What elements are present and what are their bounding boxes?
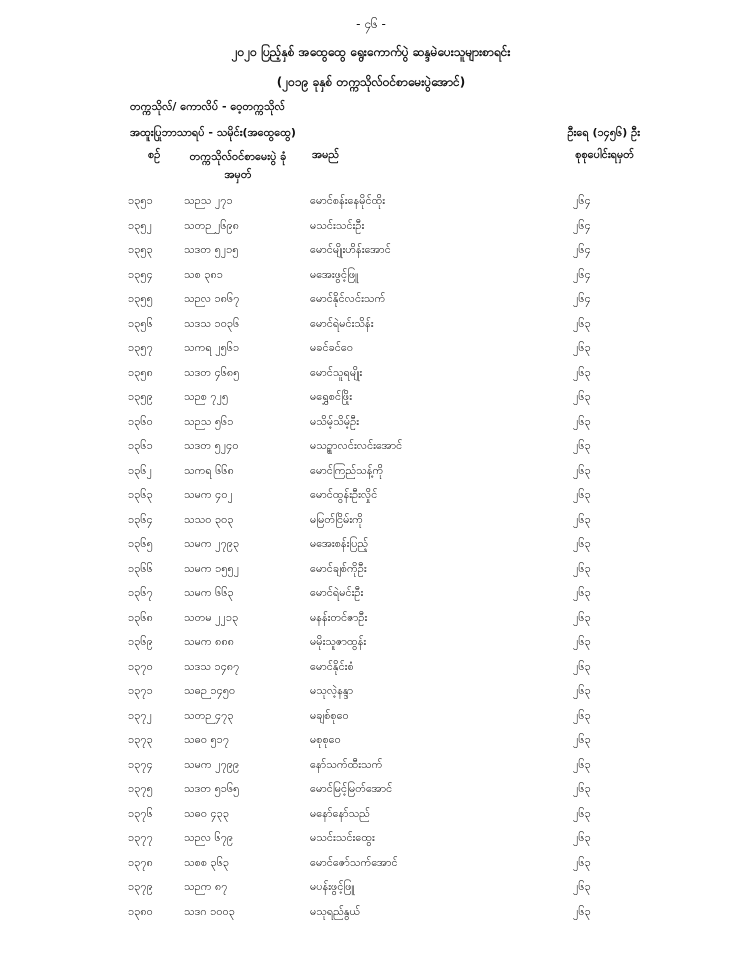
table-row (0, 754, 742, 779)
serial-cell: ၁၃၆၀ (128, 414, 153, 428)
serial-cell: ၁၃၅၈ (128, 365, 153, 379)
name-cell: မပန်းဖွင့်ဖြူ (310, 880, 355, 893)
serial-cell: ၁၃၆၇ (128, 586, 153, 599)
serial-cell: ၁၃၅၉ (128, 390, 153, 403)
serial-cell: ၁၃၆၄ (128, 512, 153, 526)
name-cell: မောင်ရဲမင်းသိန်း (310, 316, 374, 330)
serial-cell: ၁၃၇၆ (128, 806, 153, 820)
table-row (0, 827, 742, 852)
serial-cell: ၁၃၆၆ (128, 561, 153, 575)
score-cell: ၂၆၄ (573, 267, 591, 281)
serial-cell: ၁၃၅၇ (128, 341, 153, 354)
serial-cell: ၁၃၇၉ (128, 880, 153, 893)
score-cell: ၂၆၃ (573, 537, 591, 550)
table-row (0, 362, 742, 387)
table-row (0, 656, 742, 681)
name-cell: မောင်နိုင်လင်းသက် (310, 292, 386, 305)
table-row (0, 876, 742, 901)
serial-cell: ၁၃၅၄ (128, 267, 153, 281)
name-cell: မအေးဖွင့်ဖြူ (310, 267, 359, 281)
roll-number-cell: သကရ ၂၅၆၁ (184, 341, 240, 354)
serial-cell: ၁၃၅၆ (128, 316, 153, 330)
roll-number-cell: သမက ၂၇၉၃ (184, 537, 240, 550)
table-row (0, 582, 742, 607)
roll-number-cell: သသဝ ၃၀၃ (184, 512, 234, 526)
table-row (0, 509, 742, 534)
roll-number-cell: သတဉ ၂၆၉၈ (184, 218, 240, 232)
score-cell: ၂၆၃ (573, 659, 591, 673)
score-cell: ၂၆၄ (573, 292, 591, 305)
score-cell: ၂၆၃ (573, 708, 591, 722)
serial-cell: ၁၃၇၅ (128, 782, 153, 795)
header-name: အမည် (312, 148, 340, 161)
table-row (0, 264, 742, 289)
name-cell: မခင်ခင်ဝေ (310, 341, 354, 354)
score-cell: ၂၆၄ (573, 243, 591, 256)
name-cell: မမြတ်ငြိမ်းကို (310, 512, 363, 526)
score-cell: ၂၆၃ (573, 439, 591, 452)
roll-number-cell: သဉစ ၇၂၅ (184, 390, 229, 403)
score-cell: ၂၆၃ (573, 831, 591, 844)
name-cell: မအေးစန်းပြည့် (310, 537, 369, 550)
header-total-score: စုစုပေါင်းရမှတ် (575, 148, 634, 161)
table-row (0, 852, 742, 877)
roll-number-cell: သဒတ ၅၁၆၅ (184, 782, 240, 795)
roll-number-cell: သဉသ ၂၇၁ (184, 194, 233, 207)
table-row (0, 435, 742, 460)
name-cell: မသဉ္စာလင်းလင်းအောင် (310, 439, 403, 452)
name-cell: မနန်းတင်ဇာဦး (310, 610, 368, 624)
name-cell: မသင်းသင်းဦး (310, 218, 365, 232)
score-cell: ၂၆၃ (573, 414, 591, 428)
serial-cell: ၁၃၆၅ (128, 537, 153, 550)
serial-cell: ၁၃၅၃ (128, 243, 153, 256)
name-cell: မောင်မျိုးဟိန်းအောင် (310, 243, 391, 256)
header-roll-number: တက္ကသိုလ်ဝင်စာမေးပွဲ ခုံအမှတ် (189, 150, 287, 181)
serial-cell: ၁၃၇၇ (128, 831, 153, 844)
name-cell: မောင်သူရမျိုး (310, 365, 363, 379)
score-cell: ၂၆၃ (573, 586, 591, 599)
name-cell: မသင်းသင်းထွေး (310, 831, 375, 844)
roll-number-cell: သတမ ၂၂၁၃ (184, 610, 239, 624)
serial-cell: ၁၃၇၃ (128, 733, 153, 746)
roll-number-cell: သမက ၁၅၅၂ (184, 561, 240, 575)
table-row (0, 411, 742, 436)
score-cell: ၂၆၃ (573, 463, 591, 477)
serial-cell: ၁၃၆၉ (128, 635, 153, 648)
score-cell: ၂၆၃ (573, 880, 591, 893)
table-row (0, 460, 742, 485)
table-row (0, 901, 742, 926)
score-cell: ၂၆၃ (573, 684, 591, 697)
table-row (0, 607, 742, 632)
score-cell: ၂၆၃ (573, 390, 591, 403)
table-row (0, 484, 742, 509)
roll-number-cell: သမက ၈၈၈ (184, 635, 235, 648)
roll-number-cell: သဒတ ၅၂၄၀ (184, 439, 239, 452)
table-row (0, 803, 742, 828)
roll-number-cell: သဓဝ ၅၁၇ (184, 733, 230, 746)
name-cell: မချစ်စုဝေ (310, 708, 349, 722)
serial-cell: ၁၃၇၁ (128, 684, 153, 697)
roll-number-cell: သဒတ ၅၂၁၅ (184, 243, 239, 256)
name-cell: မသုရည်နွယ် (310, 904, 361, 918)
roll-number-cell: သစစ ၃၆၃ (184, 855, 230, 869)
score-cell: ၂၆၃ (573, 757, 591, 771)
serial-cell: ၁၃၆၃ (128, 488, 153, 501)
score-cell: ၂၆၃ (573, 806, 591, 820)
roll-number-cell: သမက ၄၀၂ (184, 488, 233, 501)
serial-cell: ၁၃၅၅ (128, 292, 153, 305)
roll-number-cell: သဉသ ၅၆၁ (184, 414, 234, 428)
table-row (0, 386, 742, 411)
score-cell: ၂၆၃ (573, 316, 591, 330)
roll-number-cell: သဒသ ၁၄၈၇ (184, 659, 240, 673)
serial-cell: ၁၃၅၂ (128, 218, 152, 232)
major-line: အထူးပြုဘာသာရပ် - သမိုင်း(အထွေထွေ) (130, 126, 296, 139)
serial-cell: ၁၃၇၂ (128, 708, 152, 722)
serial-cell: ၁၃၆၁ (128, 439, 153, 452)
header-serial: စဉ် (148, 148, 161, 161)
name-cell: မောင်ချစ်ကိုဦး (310, 561, 367, 575)
name-cell: မောင်ကြည်သန့်ကို (310, 463, 384, 477)
table-row (0, 190, 742, 215)
name-cell: မောင်စန်းနေမိုင်ထိုး (310, 194, 386, 207)
serial-cell: ၁၃၇၈ (128, 855, 153, 869)
table-row (0, 631, 742, 656)
name-cell: မရွှေစင်ဖြိုး (310, 390, 353, 403)
name-cell: မစုစုဝေ (310, 733, 341, 746)
university-line: တက္ကသိုလ်/ ကောလိပ် - ဝေ့တက္ကသိုလ် (130, 100, 285, 113)
table-row (0, 778, 742, 803)
table-row (0, 288, 742, 313)
roll-number-cell: သဉလ ၁၈၆၇ (184, 292, 240, 305)
roll-number-cell: သစ ၃၈၁ (184, 267, 223, 281)
table-row (0, 680, 742, 705)
name-cell: မောင်မြင့်မြတ်အောင် (310, 782, 393, 795)
roll-number-cell: သမက ၆၆၃ (184, 586, 234, 599)
name-cell: မောင်ဇော်သက်အောင် (310, 855, 398, 869)
name-cell: မသိမ့်သိမ့်ဦး (310, 414, 360, 428)
roll-number-cell: သမက ၂၇၉၉ (184, 757, 240, 771)
page-number: - ၄၆ - (356, 17, 386, 31)
score-cell: ၂၆၄ (573, 194, 591, 207)
serial-cell: ၁၃၅၁ (128, 194, 153, 207)
serial-cell: ၁၃၇၀ (128, 659, 153, 673)
roll-number-cell: သတဉ ၄၇၃ (184, 708, 234, 722)
results-table (0, 190, 742, 925)
name-cell: မောင်ရဲမင်းဦး (310, 586, 364, 599)
score-cell: ၂၆၄ (573, 218, 591, 232)
table-row (0, 533, 742, 558)
name-cell: မောင်ထွန်းဦးလှိုင် (310, 488, 378, 501)
roll-number-cell: သဒဂ ၁၀၀၃ (184, 904, 235, 918)
name-cell: နော်သက်ထီးသက် (310, 757, 383, 771)
document-title: ၂၀၂၀ ပြည့်နှစ် အထွေထွေ ရွေးကောက်ပွဲ ဆန္ဒမဲပေးသူများစာရင်း (231, 45, 511, 59)
table-row (0, 337, 742, 362)
name-cell: မသုလဲ့နန္ဒာ (310, 684, 354, 697)
roll-number-cell: သဓဝ ၄၃၃ (184, 806, 230, 820)
score-cell: ၂၆၃ (573, 488, 591, 501)
score-cell: ၂၆၃ (573, 365, 591, 379)
score-cell: ၂၆၃ (573, 561, 591, 575)
serial-cell: ၁၃၇၄ (128, 757, 153, 771)
table-row (0, 729, 742, 754)
roll-number-cell: သဉက ၈၇ (184, 880, 228, 893)
name-cell: မမိုးသူဇာထွန်း (310, 635, 367, 648)
roll-number-cell: သကရ ၆၆၈ (184, 463, 234, 477)
score-cell: ၂၆၃ (573, 635, 591, 648)
roll-number-cell: သဉလ ၆၇၉ (184, 831, 234, 844)
serial-cell: ၁၃၈၀ (128, 904, 153, 918)
serial-cell: ၁၃၆၈ (128, 610, 153, 624)
table-row (0, 239, 742, 264)
score-cell: ၂၆၃ (573, 733, 591, 746)
document-subtitle: (၂၀၁၉ ခုနှစ် တက္ကသိုလ်ဝင်စာမေးပွဲအောင်) (276, 75, 466, 89)
table-row (0, 705, 742, 730)
name-cell: မောင်နိုင်းစံ (310, 659, 354, 673)
table-row (0, 215, 742, 240)
score-cell: ၂၆၃ (573, 855, 591, 869)
roll-number-cell: သဓဉ ၁၄၅၀ (184, 684, 236, 697)
serial-cell: ၁၃၆၂ (128, 463, 152, 477)
score-cell: ၂၆၃ (573, 904, 591, 918)
roll-number-cell: သဒတ ၄၆၈၅ (184, 365, 240, 379)
score-cell: ၂၆၃ (573, 610, 591, 624)
score-cell: ၂၆၃ (573, 341, 591, 354)
table-row (0, 558, 742, 583)
score-cell: ၂၆၃ (573, 782, 591, 795)
name-cell: မနော်နော်သည် (310, 806, 370, 820)
table-row (0, 313, 742, 338)
total-count: ဦးရေ (၁၄၅၆) ဦး (567, 126, 640, 139)
roll-number-cell: သဒသ ၁၀၃၆ (184, 316, 240, 330)
score-cell: ၂၆၃ (573, 512, 591, 526)
